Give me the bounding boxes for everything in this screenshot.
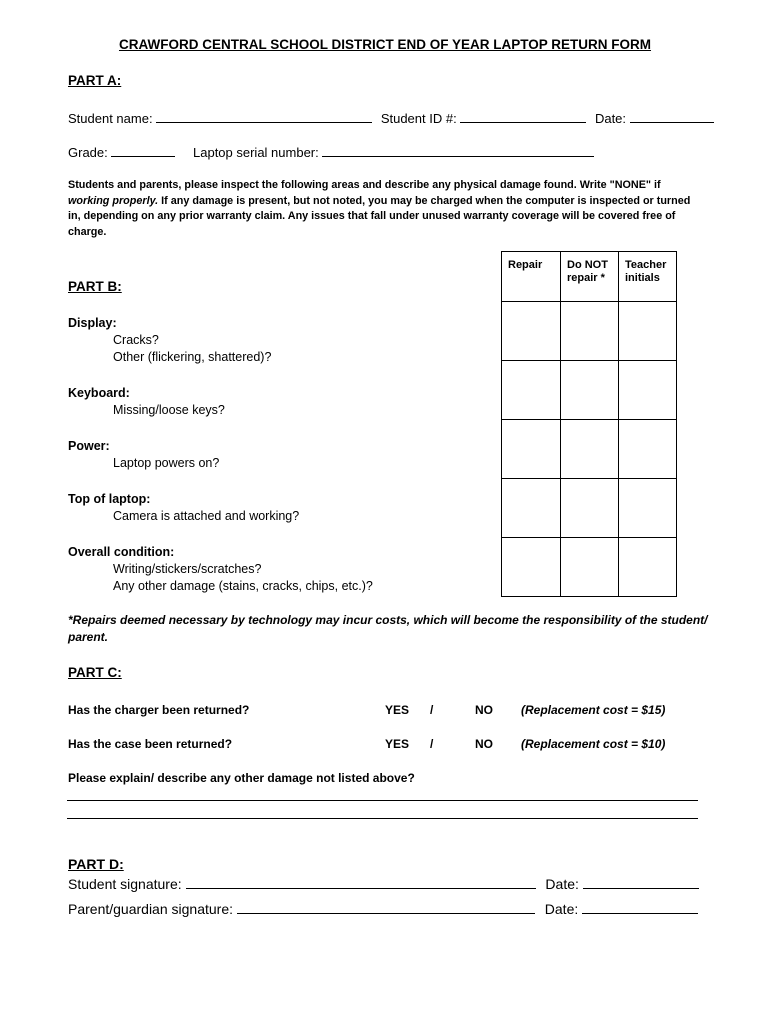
overall-initials-cell[interactable] — [619, 538, 677, 597]
display-item-cracks: Cracks? — [113, 333, 159, 347]
teacher-initials-header — [619, 252, 677, 302]
keyboard-repair-cell[interactable] — [502, 361, 561, 420]
top-repair-cell[interactable] — [502, 479, 561, 538]
power-item-on: Laptop powers on? — [113, 456, 220, 470]
case-question: Has the case been returned? — [68, 737, 233, 751]
top-initials-cell[interactable] — [619, 479, 677, 538]
top-donot-cell[interactable] — [561, 479, 619, 538]
do-not-repair-header — [561, 252, 619, 302]
parent-signature-field[interactable] — [237, 900, 535, 914]
power-label: Power: — [68, 439, 110, 453]
repair-header — [502, 252, 561, 302]
overall-item-other: Any other damage (stains, cracks, chips, etc.)? — [113, 579, 373, 593]
overall-donot-cell[interactable] — [561, 538, 619, 597]
instructions-text-2: If any damage is present, but not noted, you may be charged when the computer is inspected or turned in, depending on any prior warranty claim. Any issues that fall under unused warranty coverage will be covered free of charge. — [68, 194, 691, 238]
date-field[interactable] — [630, 110, 714, 123]
parent-signature-label: Parent/guardian signature: — [68, 901, 233, 917]
student-id-field[interactable] — [460, 110, 586, 123]
do-not-repair-text-1: Do NOT — [567, 259, 608, 271]
serial-field[interactable] — [322, 144, 594, 157]
display-repair-cell[interactable] — [502, 302, 561, 361]
parent-date-label: Date: — [544, 901, 579, 917]
instructions-emphasis: working properly. — [68, 194, 159, 207]
teacher-text-2: initials — [625, 272, 660, 284]
explain-line-2[interactable] — [67, 818, 698, 819]
case-cost: (Replacement cost = $10) — [521, 737, 666, 751]
student-signature-row — [68, 875, 699, 892]
student-signature-field[interactable] — [186, 875, 536, 889]
grade-row — [68, 144, 594, 160]
student-date-label: Date: — [545, 876, 579, 892]
overall-repair-cell[interactable] — [502, 538, 561, 597]
repairs-note: *Repairs deemed necessary by technology may incur costs, which will become the responsibility of the student/ parent. — [68, 613, 708, 644]
student-name-label: Student name: — [68, 111, 153, 126]
student-name-field[interactable] — [156, 110, 372, 123]
parent-date-field[interactable] — [582, 900, 698, 914]
table-row-keyboard — [502, 361, 677, 420]
display-item-other: Other (flickering, shattered)? — [113, 350, 272, 364]
teacher-text-1: Teacher — [625, 259, 667, 271]
part-a-heading: PART A: — [68, 73, 122, 88]
power-initials-cell[interactable] — [619, 420, 677, 479]
student-signature-label: Student signature: — [68, 876, 182, 892]
serial-label: Laptop serial number: — [193, 145, 319, 160]
keyboard-donot-cell[interactable] — [561, 361, 619, 420]
table-row-top — [502, 479, 677, 538]
charger-slash: / — [430, 703, 434, 717]
power-repair-cell[interactable] — [502, 420, 561, 479]
student-date-field[interactable] — [583, 875, 699, 889]
top-item-camera: Camera is attached and working? — [113, 509, 300, 523]
grade-field[interactable] — [111, 144, 175, 157]
keyboard-label: Keyboard: — [68, 386, 130, 400]
display-initials-cell[interactable] — [619, 302, 677, 361]
table-row-power — [502, 420, 677, 479]
repair-header-text: Repair — [508, 259, 543, 271]
display-donot-cell[interactable] — [561, 302, 619, 361]
form-title: CRAWFORD CENTRAL SCHOOL DISTRICT END OF YEAR LAPTOP RETURN FORM — [118, 37, 652, 52]
part-d-heading: PART D: — [68, 856, 124, 872]
case-yes[interactable]: YES — [385, 737, 410, 751]
charger-question: Has the charger been returned? — [68, 703, 250, 717]
top-label: Top of laptop: — [68, 492, 151, 506]
grade-label: Grade: — [68, 145, 108, 160]
overall-label: Overall condition: — [68, 545, 175, 559]
do-not-repair-text-2: repair * — [567, 272, 605, 284]
charger-cost: (Replacement cost = $15) — [521, 703, 666, 717]
part-c-heading: PART C: — [68, 665, 122, 680]
explain-line-1[interactable] — [67, 800, 698, 801]
student-info-row — [68, 110, 714, 126]
charger-yes[interactable]: YES — [385, 703, 410, 717]
case-slash: / — [430, 737, 434, 751]
instructions-paragraph — [68, 178, 698, 240]
charger-no[interactable]: NO — [475, 703, 493, 717]
instructions-text-1: Students and parents, please inspect the following areas and describe any physical damage found. Write "NONE" if — [68, 179, 661, 191]
student-id-label: Student ID #: — [380, 111, 457, 126]
table-row-display — [502, 302, 677, 361]
overall-item-writing: Writing/stickers/scratches? — [113, 562, 262, 576]
display-label: Display: — [68, 316, 117, 330]
keyboard-initials-cell[interactable] — [619, 361, 677, 420]
part-b-heading: PART B: — [68, 279, 122, 294]
repair-table — [501, 251, 677, 597]
keyboard-item-keys: Missing/loose keys? — [113, 403, 225, 417]
parent-signature-row — [68, 900, 698, 917]
explain-question: Please explain/ describe any other damage not listed above? — [68, 771, 415, 785]
case-no[interactable]: NO — [475, 737, 493, 751]
power-donot-cell[interactable] — [561, 420, 619, 479]
date-label: Date: — [594, 111, 627, 126]
table-row-overall — [502, 538, 677, 597]
